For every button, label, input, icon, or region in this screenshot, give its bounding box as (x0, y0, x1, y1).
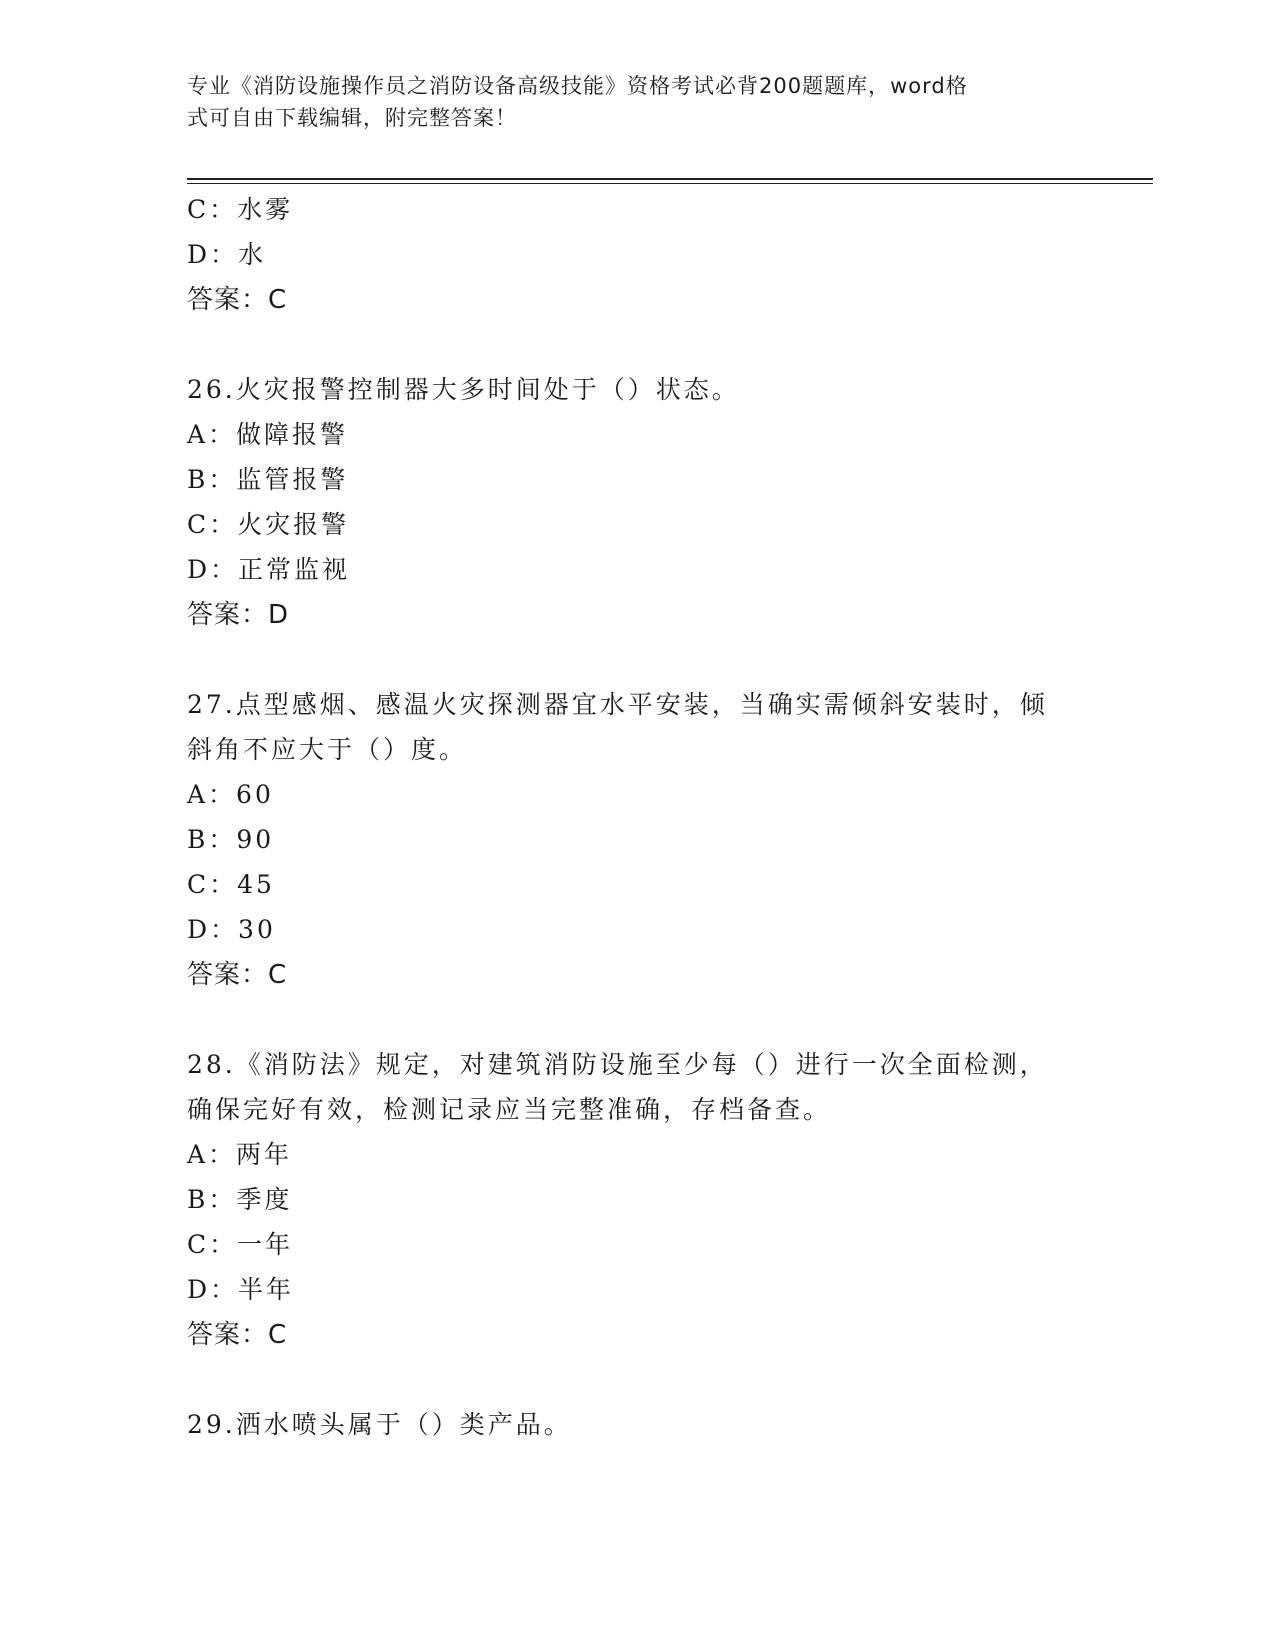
q26-question: 26.火灾报警控制器大多时间处于（）状态。 (187, 375, 740, 404)
header-divider-thick (187, 178, 1153, 180)
q27-question-line-2: 斜角不应大于（）度。 (187, 735, 468, 764)
document-header (187, 70, 1087, 134)
q28-question-line-2: 确保完好有效，检测记录应当完整准确，存档备查。 (187, 1095, 832, 1124)
header-divider-thin (187, 183, 1153, 184)
header-line-2: 式可自由下载编辑，附完整答案！ (187, 106, 517, 130)
prev-answer: 答案：C (187, 285, 288, 315)
q27-question-line-1: 27.点型感烟、感温火灾探测器宜水平安装，当确实需倾斜安装时，倾 (187, 690, 1048, 719)
q29-question: 29.洒水喷头属于（）类产品。 (187, 1410, 572, 1439)
q26-option-d: D：正常监视 (187, 555, 351, 584)
q27-option-a: A：60 (187, 780, 274, 809)
q28-option-c: C：一年 (187, 1230, 294, 1259)
q27-option-d: D：30 (187, 915, 276, 944)
prev-option-c: C：水雾 (187, 195, 294, 224)
prev-option-d: D：水 (187, 240, 267, 269)
q26-option-c: C：火灾报警 (187, 510, 350, 539)
q26-answer: 答案：D (187, 600, 290, 630)
q28-option-d: D：半年 (187, 1275, 295, 1304)
q27-answer: 答案：C (187, 960, 288, 990)
q28-answer: 答案：C (187, 1320, 288, 1350)
q27-option-c: C：45 (187, 870, 275, 899)
q26-option-a: A：做障报警 (187, 420, 349, 449)
header-line-1: 专业《消防设施操作员之消防设备高级技能》资格考试必背200题题库，word格 (187, 74, 968, 98)
q27-option-b: B：90 (187, 825, 275, 854)
q28-question-line-1: 28.《消防法》规定，对建筑消防设施至少每（）进行一次全面检测， (187, 1050, 1048, 1079)
q26-option-b: B：监管报警 (187, 465, 349, 494)
q28-option-a: A：两年 (187, 1140, 293, 1169)
q28-option-b: B：季度 (187, 1185, 293, 1214)
